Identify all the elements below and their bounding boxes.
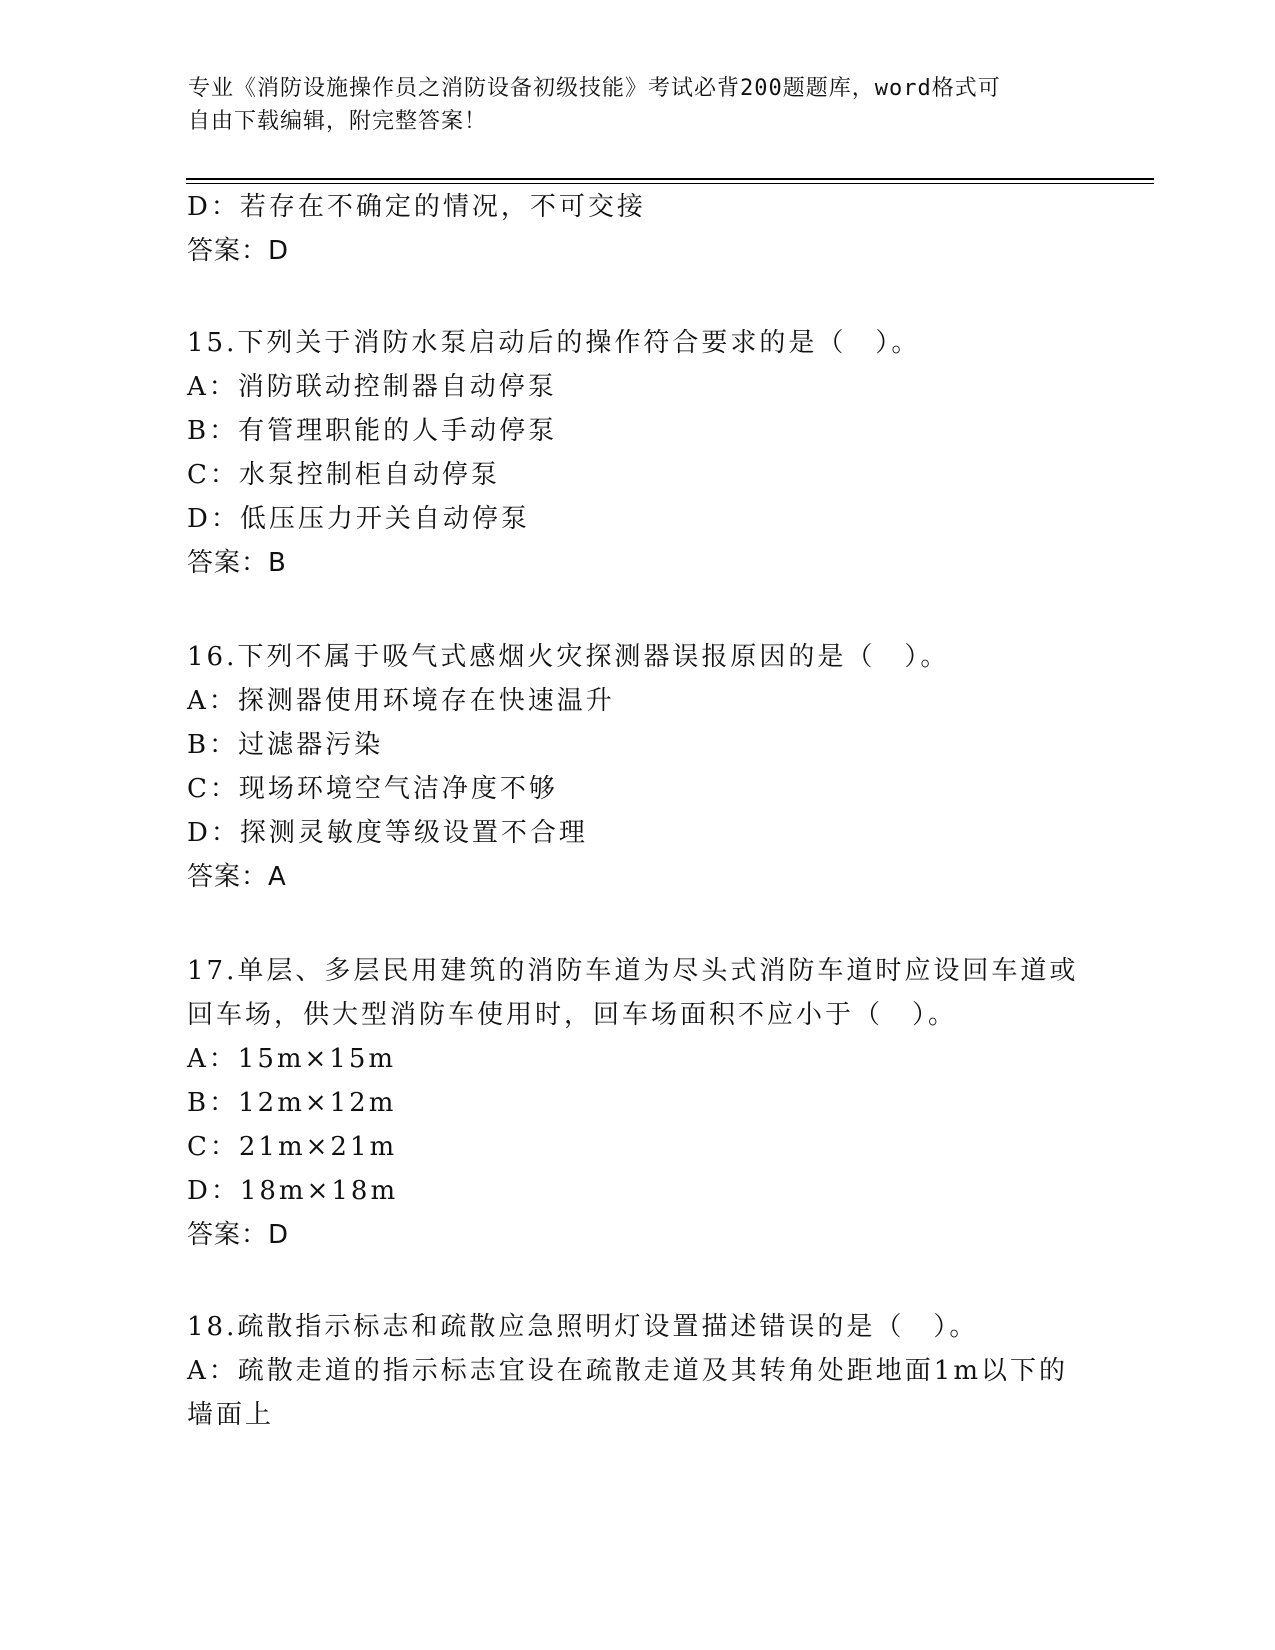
question-17-option-b: B：12m×12m <box>187 1088 397 1118</box>
question-17-stem-line-1: 17.单层、多层民用建筑的消防车道为尽头式消防车道时应设回车道或 <box>187 956 1079 986</box>
question-16-option-b: B：过滤器污染 <box>187 730 384 760</box>
prev-answer: 答案：D <box>187 236 290 266</box>
question-17-option-a: A：15m×15m <box>187 1044 397 1074</box>
question-18-option-a-continued: 墙面上 <box>187 1400 275 1430</box>
question-16-option-d: D：探测灵敏度等级设置不合理 <box>187 818 588 848</box>
question-16-stem: 16.下列不属于吸气式感烟火灾探测器误报原因的是（ ）。 <box>187 642 950 672</box>
question-15-stem: 15.下列关于消防水泵启动后的操作符合要求的是（ ）。 <box>187 328 921 358</box>
question-15-option-c: C：水泵控制柜自动停泵 <box>187 460 500 490</box>
question-15-option-b: B：有管理职能的人手动停泵 <box>187 416 558 446</box>
question-17-option-d: D：18m×18m <box>187 1176 399 1206</box>
question-17-answer: 答案：D <box>187 1220 290 1250</box>
question-15-option-d: D：低压压力开关自动停泵 <box>187 504 530 534</box>
prev-option-d: D：若存在不确定的情况，不可交接 <box>187 192 646 222</box>
header-divider-thin <box>186 183 1154 184</box>
header-line-1: 专业《消防设施操作员之消防设备初级技能》考试必背200题题库，word格式可 <box>188 76 1001 101</box>
header-line-2: 自由下载编辑，附完整答案！ <box>188 109 488 134</box>
question-18-option-a: A：疏散走道的指示标志宜设在疏散走道及其转角处距地面1m以下的 <box>187 1356 1068 1386</box>
page-header <box>188 72 1088 138</box>
question-18-stem: 18.疏散指示标志和疏散应急照明灯设置描述错误的是（ ）。 <box>187 1312 979 1342</box>
question-16-option-c: C：现场环境空气洁净度不够 <box>187 774 558 804</box>
question-17-stem-line-2: 回车场，供大型消防车使用时，回车场面积不应小于（ ）。 <box>187 1000 958 1030</box>
question-16-option-a: A：探测器使用环境存在快速温升 <box>187 686 615 716</box>
question-15-option-a: A：消防联动控制器自动停泵 <box>187 372 557 402</box>
question-15-answer: 答案：B <box>187 548 287 578</box>
question-16-answer: 答案：A <box>187 862 287 892</box>
question-17-option-c: C：21m×21m <box>187 1132 398 1162</box>
header-divider-thick <box>186 178 1154 180</box>
